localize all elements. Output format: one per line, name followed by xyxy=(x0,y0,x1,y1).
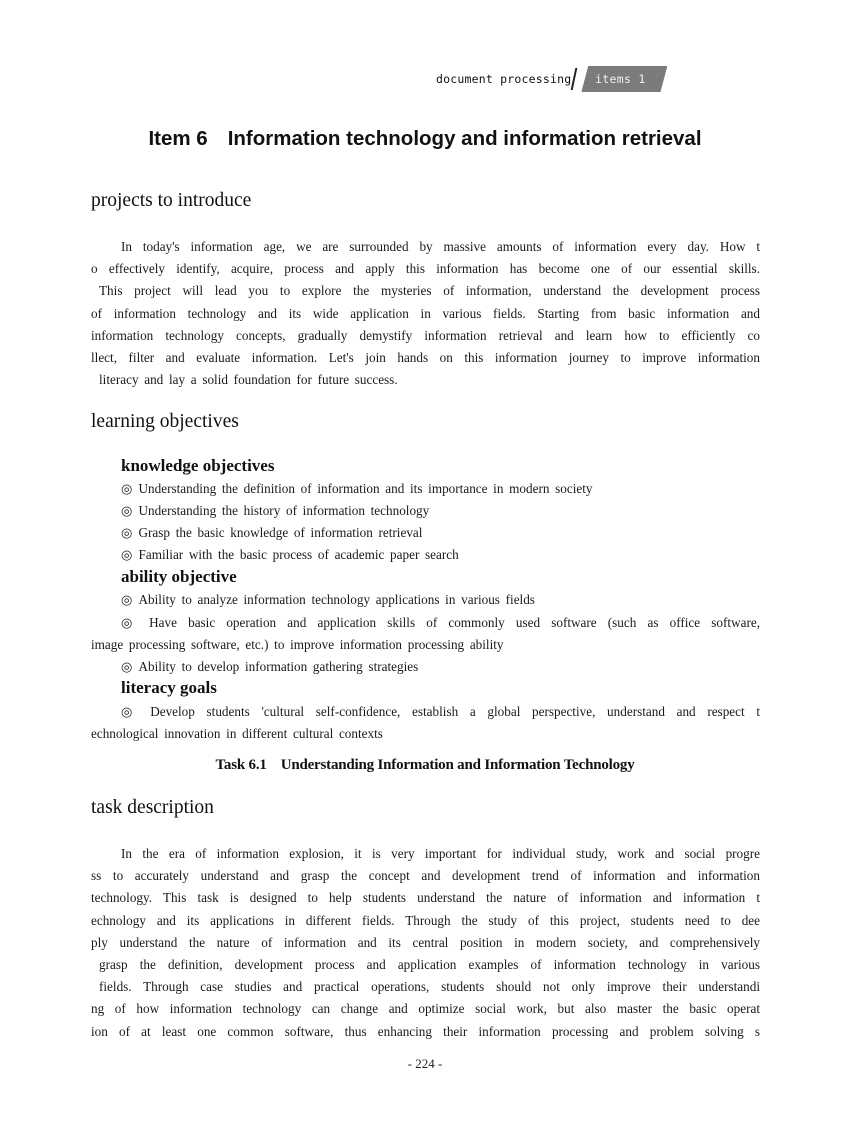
paragraph-line: information technology concepts, gradually demystify information retrieval and learn how to efficiently co xyxy=(91,327,760,343)
objective-text: Grasp the basic knowledge of information retrieval xyxy=(138,525,423,540)
projects-intro-paragraph xyxy=(91,236,760,391)
paragraph-line: llect, filter and evaluate information. Let's join hands on this information journey to improve information xyxy=(91,349,760,365)
running-header-tab xyxy=(581,66,667,92)
double-circle-bullet-icon: ◎ xyxy=(121,525,133,540)
double-circle-bullet-icon: ◎ xyxy=(121,481,133,496)
objective-text: Ability to develop information gathering strategies xyxy=(138,659,419,674)
item-number: Item 6 xyxy=(148,127,208,150)
section-heading-projects: projects to introduce xyxy=(91,190,252,211)
item-title-text: Information technology and information retrieval xyxy=(227,127,702,150)
knowledge-objective-item xyxy=(121,481,592,497)
task-title xyxy=(0,757,850,774)
running-header-tab-label: items 1 xyxy=(595,72,646,86)
double-circle-bullet-icon: ◎ xyxy=(121,592,133,607)
objective-text: Understanding the definition of information and its importance in modern society xyxy=(138,481,593,496)
ability-objective-item xyxy=(121,592,535,608)
knowledge-objective-item xyxy=(121,503,429,519)
task-title-text: Understanding Information and Information Technology xyxy=(280,757,635,773)
task-description-paragraph xyxy=(91,843,760,1043)
objective-line: image processing software, etc.) to improve information processing ability xyxy=(91,637,504,653)
paragraph-line: ply understand the nature of information and its central position in modern society, and comprehensively xyxy=(91,934,760,950)
section-heading-task-description: task description xyxy=(91,797,214,818)
paragraph-line: fields. Through case studies and practical operations, students should not only improve their understandi xyxy=(99,979,760,995)
double-circle-bullet-icon: ◎ xyxy=(121,547,133,562)
running-header xyxy=(436,66,667,92)
paragraph-line: of information technology and its wide application in various fields. Starting from basic information and xyxy=(91,305,760,321)
double-circle-bullet-icon: ◎ xyxy=(121,503,133,518)
objective-text: Have basic operation and application skills of commonly used software (such as office software, xyxy=(149,615,760,630)
page-number: - 224 - xyxy=(407,1056,443,1071)
knowledge-objective-item xyxy=(121,547,459,563)
paragraph-line: ion of at least one common software, thus enhancing their information processing and problem solving s xyxy=(91,1023,760,1039)
paragraph-line: grasp the definition, development process and application examples of information technology in various xyxy=(99,956,760,972)
paragraph-line: technology. This task is designed to help students understand the nature of information and information t xyxy=(91,890,760,906)
objective-line xyxy=(91,612,760,634)
double-circle-bullet-icon: ◎ xyxy=(121,659,133,674)
objective-line xyxy=(91,701,760,723)
ability-objective-item xyxy=(91,612,760,656)
literacy-goal-item xyxy=(91,701,760,745)
subheading-ability-objective: ability objective xyxy=(121,567,237,586)
objective-text: Understanding the history of information technology xyxy=(138,503,430,518)
ability-objective-item xyxy=(121,659,418,675)
paragraph-line: ss to accurately understand and grasp the concept and development trend of information and information xyxy=(91,868,760,884)
objective-line: echnological innovation in different cultural contexts xyxy=(91,726,383,742)
paragraph-line: In the era of information explosion, it is very important for individual study, work and social progre xyxy=(121,846,760,861)
objective-text: Develop students 'cultural self-confidence, establish a global perspective, understand and respect t xyxy=(150,704,760,719)
double-circle-bullet-icon: ◎ xyxy=(121,704,139,719)
knowledge-objective-item xyxy=(121,525,422,541)
item-title xyxy=(0,127,850,151)
subheading-literacy-goals: literacy goals xyxy=(121,678,217,697)
task-number: Task 6.1 xyxy=(215,757,267,773)
running-header-section: document processing xyxy=(436,72,572,86)
paragraph-line: In today's information age, we are surrounded by massive amounts of information every day. How t xyxy=(121,239,760,254)
header-divider-slash xyxy=(571,68,578,90)
paragraph-line: ng of how information technology can change and optimize social work, but also master the basic operat xyxy=(91,1001,760,1017)
section-heading-learning-objectives: learning objectives xyxy=(91,411,239,432)
objective-text: Familiar with the basic process of academic paper search xyxy=(138,547,459,562)
subheading-knowledge-objectives: knowledge objectives xyxy=(121,456,275,475)
paragraph-line: o effectively identify, acquire, process and apply this information has become one of our essential skills. xyxy=(91,261,760,277)
paragraph-line: literacy and lay a solid foundation for future success. xyxy=(99,372,398,388)
paragraph-line: echnology and its applications in different fields. Through the study of this project, students need to dee xyxy=(91,912,760,928)
objective-text: Ability to analyze information technology applications in various fields xyxy=(138,592,535,607)
double-circle-bullet-icon: ◎ xyxy=(121,615,138,630)
paragraph-line: This project will lead you to explore the mysteries of information, understand the development process xyxy=(99,283,760,299)
